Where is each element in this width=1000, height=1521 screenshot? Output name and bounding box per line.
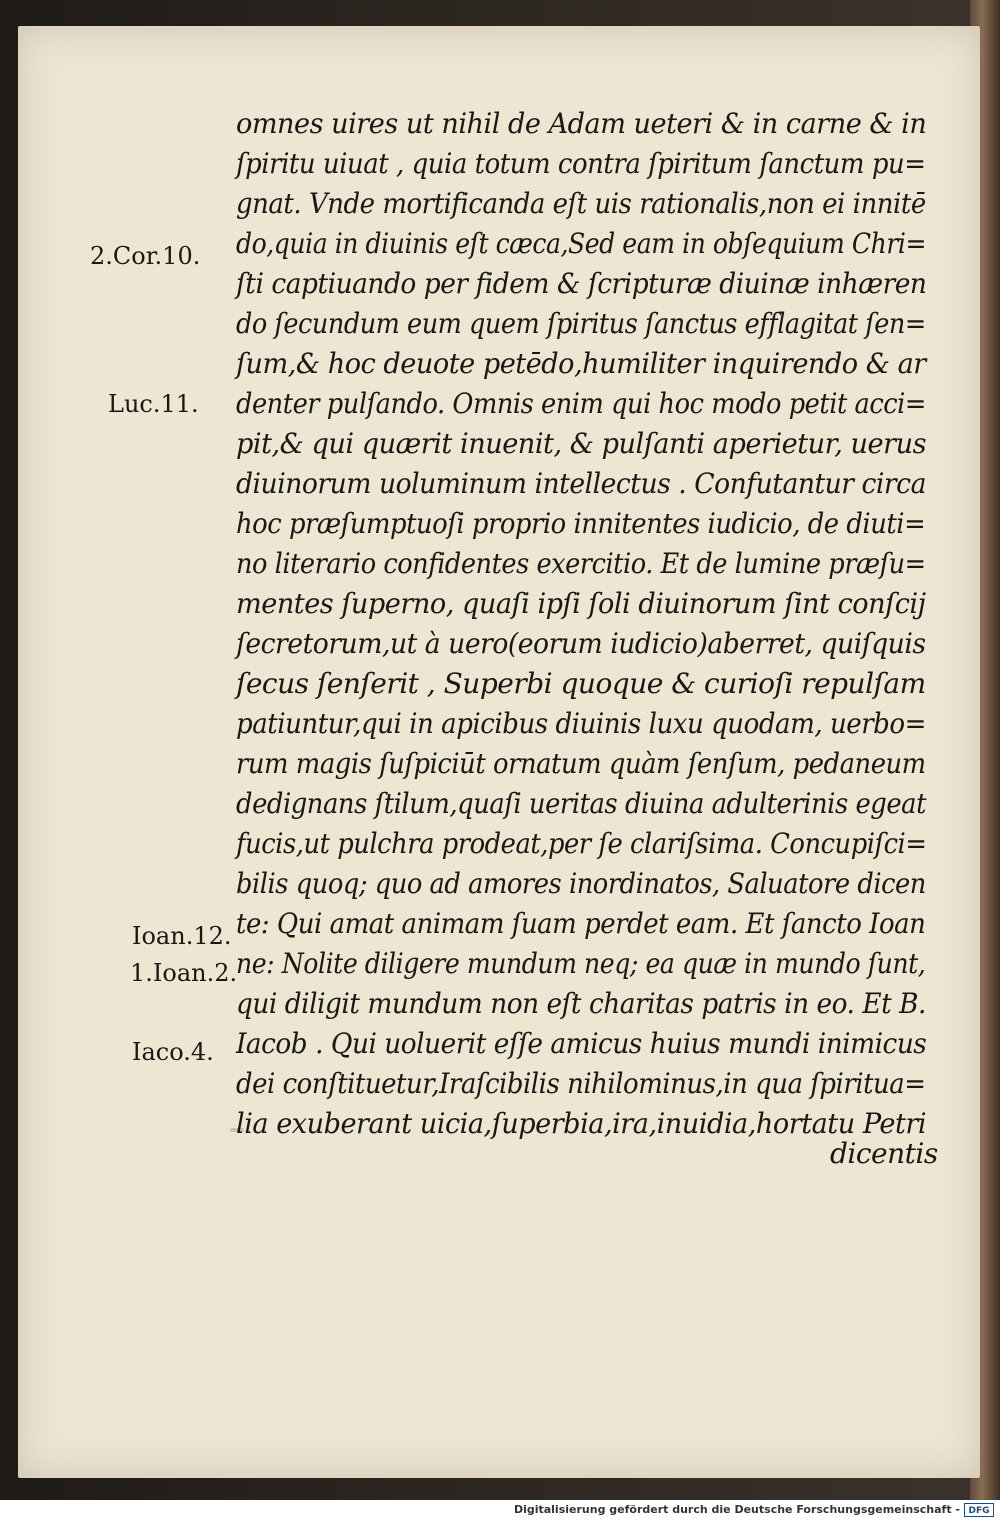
text-line: ſecretorum,ut à uero(eorum iudicio)aberret, quiſquis	[236, 627, 926, 660]
text-line: gnat. Vnde mortificanda eſt uis rationalis,non ei innitē	[236, 187, 926, 220]
text-line: qui diligit mundum non eſt charitas patris in eo. Et B.	[236, 987, 926, 1020]
text-line: ſti captiuando per fidem & ſcripturæ diuinæ inhæren	[236, 267, 927, 300]
text-line: ſum,& hoc deuote petēdo,humiliter inquirendo & ar	[236, 347, 926, 380]
text-line: no literario confidentes exercitio. Et de lumine præſu=	[236, 547, 926, 580]
dfg-logo-icon: DFG	[964, 1503, 994, 1517]
text-line: te: Qui amat animam ſuam perdet eam. Et ſancto Ioan	[236, 907, 926, 940]
margin-note: 2.Cor.10.	[90, 242, 201, 270]
text-line: omnes uires ut nihil de Adam ueteri & in carne & in	[236, 107, 927, 140]
text-line: pit,& qui quærit inuenit, & pulſanti aperietur, uerus	[236, 427, 927, 460]
text-line: ne: Nolite diligere mundum neq; ea quæ in mundo ſunt,	[236, 947, 926, 980]
text-line: ſpiritu uiuat , quia totum contra ſpiritum ſanctum pu=	[236, 147, 926, 180]
text-line: bilis quoq; quo ad amores inordinatos, Saluatore dicen	[236, 867, 926, 900]
text-line: lia exuberant uicia,ſuperbia,ira,inuidia,hortatu Petri	[236, 1107, 927, 1140]
text-line: Iacob . Qui uoluerit eſſe amicus huius mundi inimicus	[236, 1027, 927, 1060]
footer-credit: Digitalisierung gefördert durch die Deutsche Forschungsgemeinschaft -	[513, 1503, 960, 1516]
margin-note: Ioan.12.	[132, 922, 232, 950]
margin-note: Iaco.4.	[132, 1038, 214, 1066]
text-line: do,quia in diuinis eſt cæca,Sed eam in obſequium Chri=	[236, 227, 927, 260]
text-line: ſecus ſenſerit , Superbi quoque & curioſi repulſam	[236, 667, 926, 700]
book-page	[18, 26, 980, 1478]
text-line: hoc præſumptuoſi proprio innitentes iudicio, de diuti=	[236, 507, 926, 540]
ink-smudge	[230, 1128, 244, 1132]
text-line: mentes ſuperno, quaſi ipſi ſoli diuinorum ſint conſcij	[236, 587, 926, 620]
text-line: diuinorum uoluminum intellectus . Confutantur circa	[236, 467, 926, 500]
catchword: dicentis	[830, 1137, 938, 1170]
text-line: dedignans ſtilum,quaſi ueritas diuina adulterinis egeat	[236, 787, 927, 820]
text-line: rum magis ſuſpiciūt ornatum quàm ſenſum, pedaneum	[236, 747, 926, 780]
text-line: patiuntur,qui in apicibus diuinis luxu quodam, uerbo=	[236, 707, 926, 740]
margin-note: Luc.11.	[108, 390, 199, 418]
text-line: dei conſtituetur,Iraſcibilis nihilominus,in qua ſpiritua=	[236, 1067, 926, 1100]
text-line: do ſecundum eum quem ſpiritus ſanctus efflagitat ſen=	[236, 307, 926, 340]
footer-bar	[0, 1500, 1000, 1521]
margin-note: 1.Ioan.2.	[130, 959, 238, 987]
text-line: denter pulſando. Omnis enim qui hoc modo petit acci=	[236, 387, 926, 420]
text-line: fucis,ut pulchra prodeat,per ſe clariſsima. Concupiſci=	[236, 827, 927, 860]
